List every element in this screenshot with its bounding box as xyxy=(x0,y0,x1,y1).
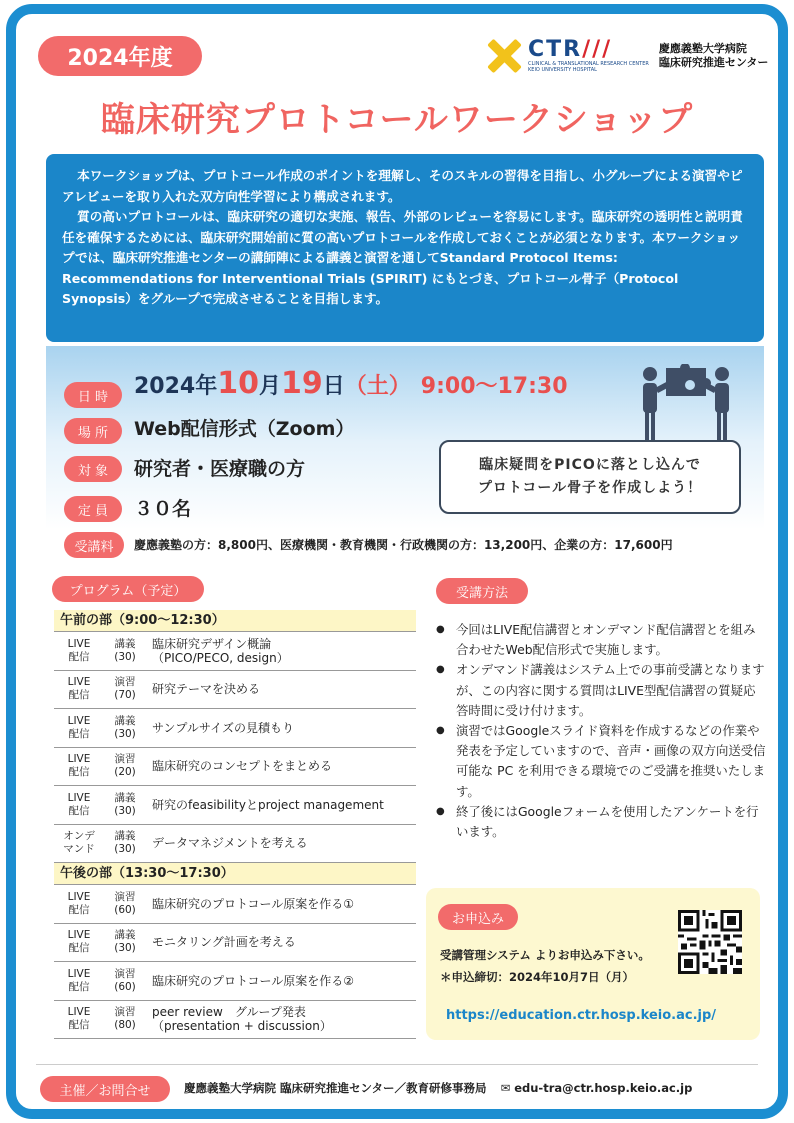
program-row xyxy=(54,885,416,924)
delivery-mode: LIVE 配信 xyxy=(67,753,91,779)
session-title: 臨床研究のコンセプトをまとめる xyxy=(152,759,333,774)
logo-ctr-text: CTR/// xyxy=(528,37,613,62)
delivery-mode: LIVE 配信 xyxy=(67,890,91,916)
footer-email[interactable]: ✉ edu-tra@ctr.hosp.keio.ac.jp xyxy=(500,1081,693,1095)
delivery-mode: LIVE 配信 xyxy=(67,791,91,817)
capacity-label-pill: 定 員 xyxy=(64,496,122,522)
event-info-panel xyxy=(46,346,764,562)
delivery-mode: LIVE 配信 xyxy=(67,714,91,740)
session-title: 研究テーマを決める xyxy=(152,682,261,697)
ctr-x-mark-icon xyxy=(486,38,522,74)
session-title: 臨床研究デザイン概論 （PICO/PECO, design） xyxy=(152,636,289,665)
footer-organizer: 慶應義塾大学病院 臨床研究推進センター／教育研修事務局 xyxy=(184,1081,487,1095)
session-type: 演習 (60) xyxy=(114,890,136,916)
apply-deadline: ＊申込締切：2024年10月7日（月） xyxy=(440,970,635,984)
logo-sub-line1: CLINICAL & TRANSLATIONAL RESEARCH CENTER xyxy=(528,61,649,67)
program-row xyxy=(54,924,416,963)
page-title: 臨床研究プロトコールワークショップ xyxy=(100,100,694,140)
method-list xyxy=(436,620,766,842)
apply-instruction: 受講管理システム よりお申込み下さい。 xyxy=(440,948,650,962)
qr-code-icon[interactable] xyxy=(678,910,742,974)
session-title: データマネジメントを考える xyxy=(152,836,308,851)
footer-label-pill: 主催／お問合せ xyxy=(40,1076,170,1102)
delivery-mode: LIVE 配信 xyxy=(67,1006,91,1032)
session-type: 講義 (30) xyxy=(114,929,136,955)
session-title: モニタリング計画を考える xyxy=(152,935,296,950)
delivery-mode: LIVE 配信 xyxy=(67,929,91,955)
delivery-mode: LIVE 配信 xyxy=(67,676,91,702)
program-table xyxy=(54,610,416,1039)
delivery-mode: オンデ マンド xyxy=(63,830,95,856)
year-badge: 2024年度 xyxy=(38,36,202,76)
intro-box xyxy=(46,154,764,342)
session-title: サンプルサイズの見積もり xyxy=(152,720,294,735)
pico-callout: 臨床疑問をPICOに落とし込んで プロトコール骨子を作成しよう！ xyxy=(439,440,741,514)
venue-label-pill: 場 所 xyxy=(64,418,122,444)
session-title: 臨床研究のプロトコール原案を作る② xyxy=(152,973,355,988)
target-label-pill: 対 象 xyxy=(64,456,122,482)
method-item: ● 終了後にはGoogleフォームを使用したアンケートを行います。 xyxy=(436,802,766,842)
event-fee: 慶應義塾の方：8,800円、医療機関・教育機関・行政機関の方：13,200円、企業の方：17,600円 xyxy=(134,538,673,552)
session-type: 講義 (30) xyxy=(114,714,136,740)
program-row xyxy=(54,825,416,864)
logo-sub-line2: KEIO UNIVERSITY HOSPITAL xyxy=(528,67,597,73)
fee-label-pill: 受講料 xyxy=(64,532,124,558)
intro-paragraph-1: 本ワークショップは、プロトコール作成のポイントを理解し、そのスキルの習得を目指し、小グループによる演習やピアレビューを取り入れた双方向性学習により構成されます。 xyxy=(62,168,743,204)
program-label-pill: プログラム（予定） xyxy=(52,576,204,602)
session-type: 演習 (60) xyxy=(114,967,136,993)
event-target: 研究者・医療職の方 xyxy=(134,458,306,480)
event-date: 2024年10月19日（土） 9:00～17:30 xyxy=(134,366,568,401)
program-row xyxy=(54,962,416,1001)
apply-url-link[interactable]: https://education.ctr.hosp.keio.ac.jp/ xyxy=(446,1008,717,1023)
method-label-pill: 受講方法 xyxy=(436,578,528,604)
apply-label-pill: お申込み xyxy=(438,904,518,930)
session-title: peer review グループ発表 （presentation + discussion） xyxy=(152,1005,332,1034)
delivery-mode: LIVE 配信 xyxy=(67,967,91,993)
program-row xyxy=(54,786,416,825)
date-label-pill: 日 時 xyxy=(64,382,122,408)
session-type: 演習 (70) xyxy=(114,676,136,702)
footer xyxy=(16,1064,778,1104)
session-title: 臨床研究のプロトコール原案を作る① xyxy=(152,896,355,911)
program-row xyxy=(54,709,416,748)
method-item: ● 今回はLIVE配信講習とオンデマンド配信講習とを組み合わせたWeb配信形式で実施します。 xyxy=(436,620,766,660)
session-type: 演習 (80) xyxy=(114,1006,136,1032)
method-item: ● 演習ではGoogleスライド資料を作成するなどの作業や発表を予定していますので、音声・画像の双方向送受信可能な PC を利用できる環境でのご受講を推奨いたします。 xyxy=(436,721,766,802)
program-row xyxy=(54,1001,416,1040)
delivery-mode: LIVE 配信 xyxy=(67,637,91,663)
program-row xyxy=(54,748,416,787)
event-venue: Web配信形式（Zoom） xyxy=(134,418,355,440)
logo-hospital-name: 慶應義塾大学病院 xyxy=(658,42,747,55)
event-capacity: ３０名 xyxy=(134,498,192,520)
method-item: ● オンデマンド講義はシステム上での事前受講となりますが、この内容に関する質問はLIVE型配信講習の質疑応答時間に受け付けます。 xyxy=(436,660,766,721)
session-type: 講義 (30) xyxy=(114,830,136,856)
footer-contact xyxy=(184,1080,692,1096)
ctr-logo xyxy=(486,36,776,76)
session-type: 講義 (30) xyxy=(114,791,136,817)
session-title: 研究のfeasibilityとproject management xyxy=(152,797,384,812)
apply-box xyxy=(426,888,760,1040)
program-row xyxy=(54,632,416,671)
intro-paragraph-2: 質の高いプロトコールは、臨床研究の適切な実施、報告、外部のレビューを容易にします。臨床研究の透明性と説明責任を確保するためには、臨床研究開始前に質の高いプロトコールを作成しておくことが必須となります。本ワークショップでは、臨床研究推進センターの講師陣による講義と演習を通してStandard Protocol Items: Recommendations for Interventional Trials (SPIRIT) にもとづき、プロトコール骨子（Protocol Synopsis）をグループで完成させることを目指します。 xyxy=(62,209,743,306)
program-row xyxy=(54,671,416,710)
logo-center-name: 臨床研究推進センター xyxy=(658,56,769,69)
session-type: 講義 (30) xyxy=(114,637,136,663)
flyer-frame xyxy=(6,4,788,1119)
session-type: 演習 (20) xyxy=(114,753,136,779)
morning-session-header: 午前の部（9:00～12:30） xyxy=(54,610,416,632)
afternoon-session-header: 午後の部（13:30～17:30） xyxy=(54,863,416,885)
